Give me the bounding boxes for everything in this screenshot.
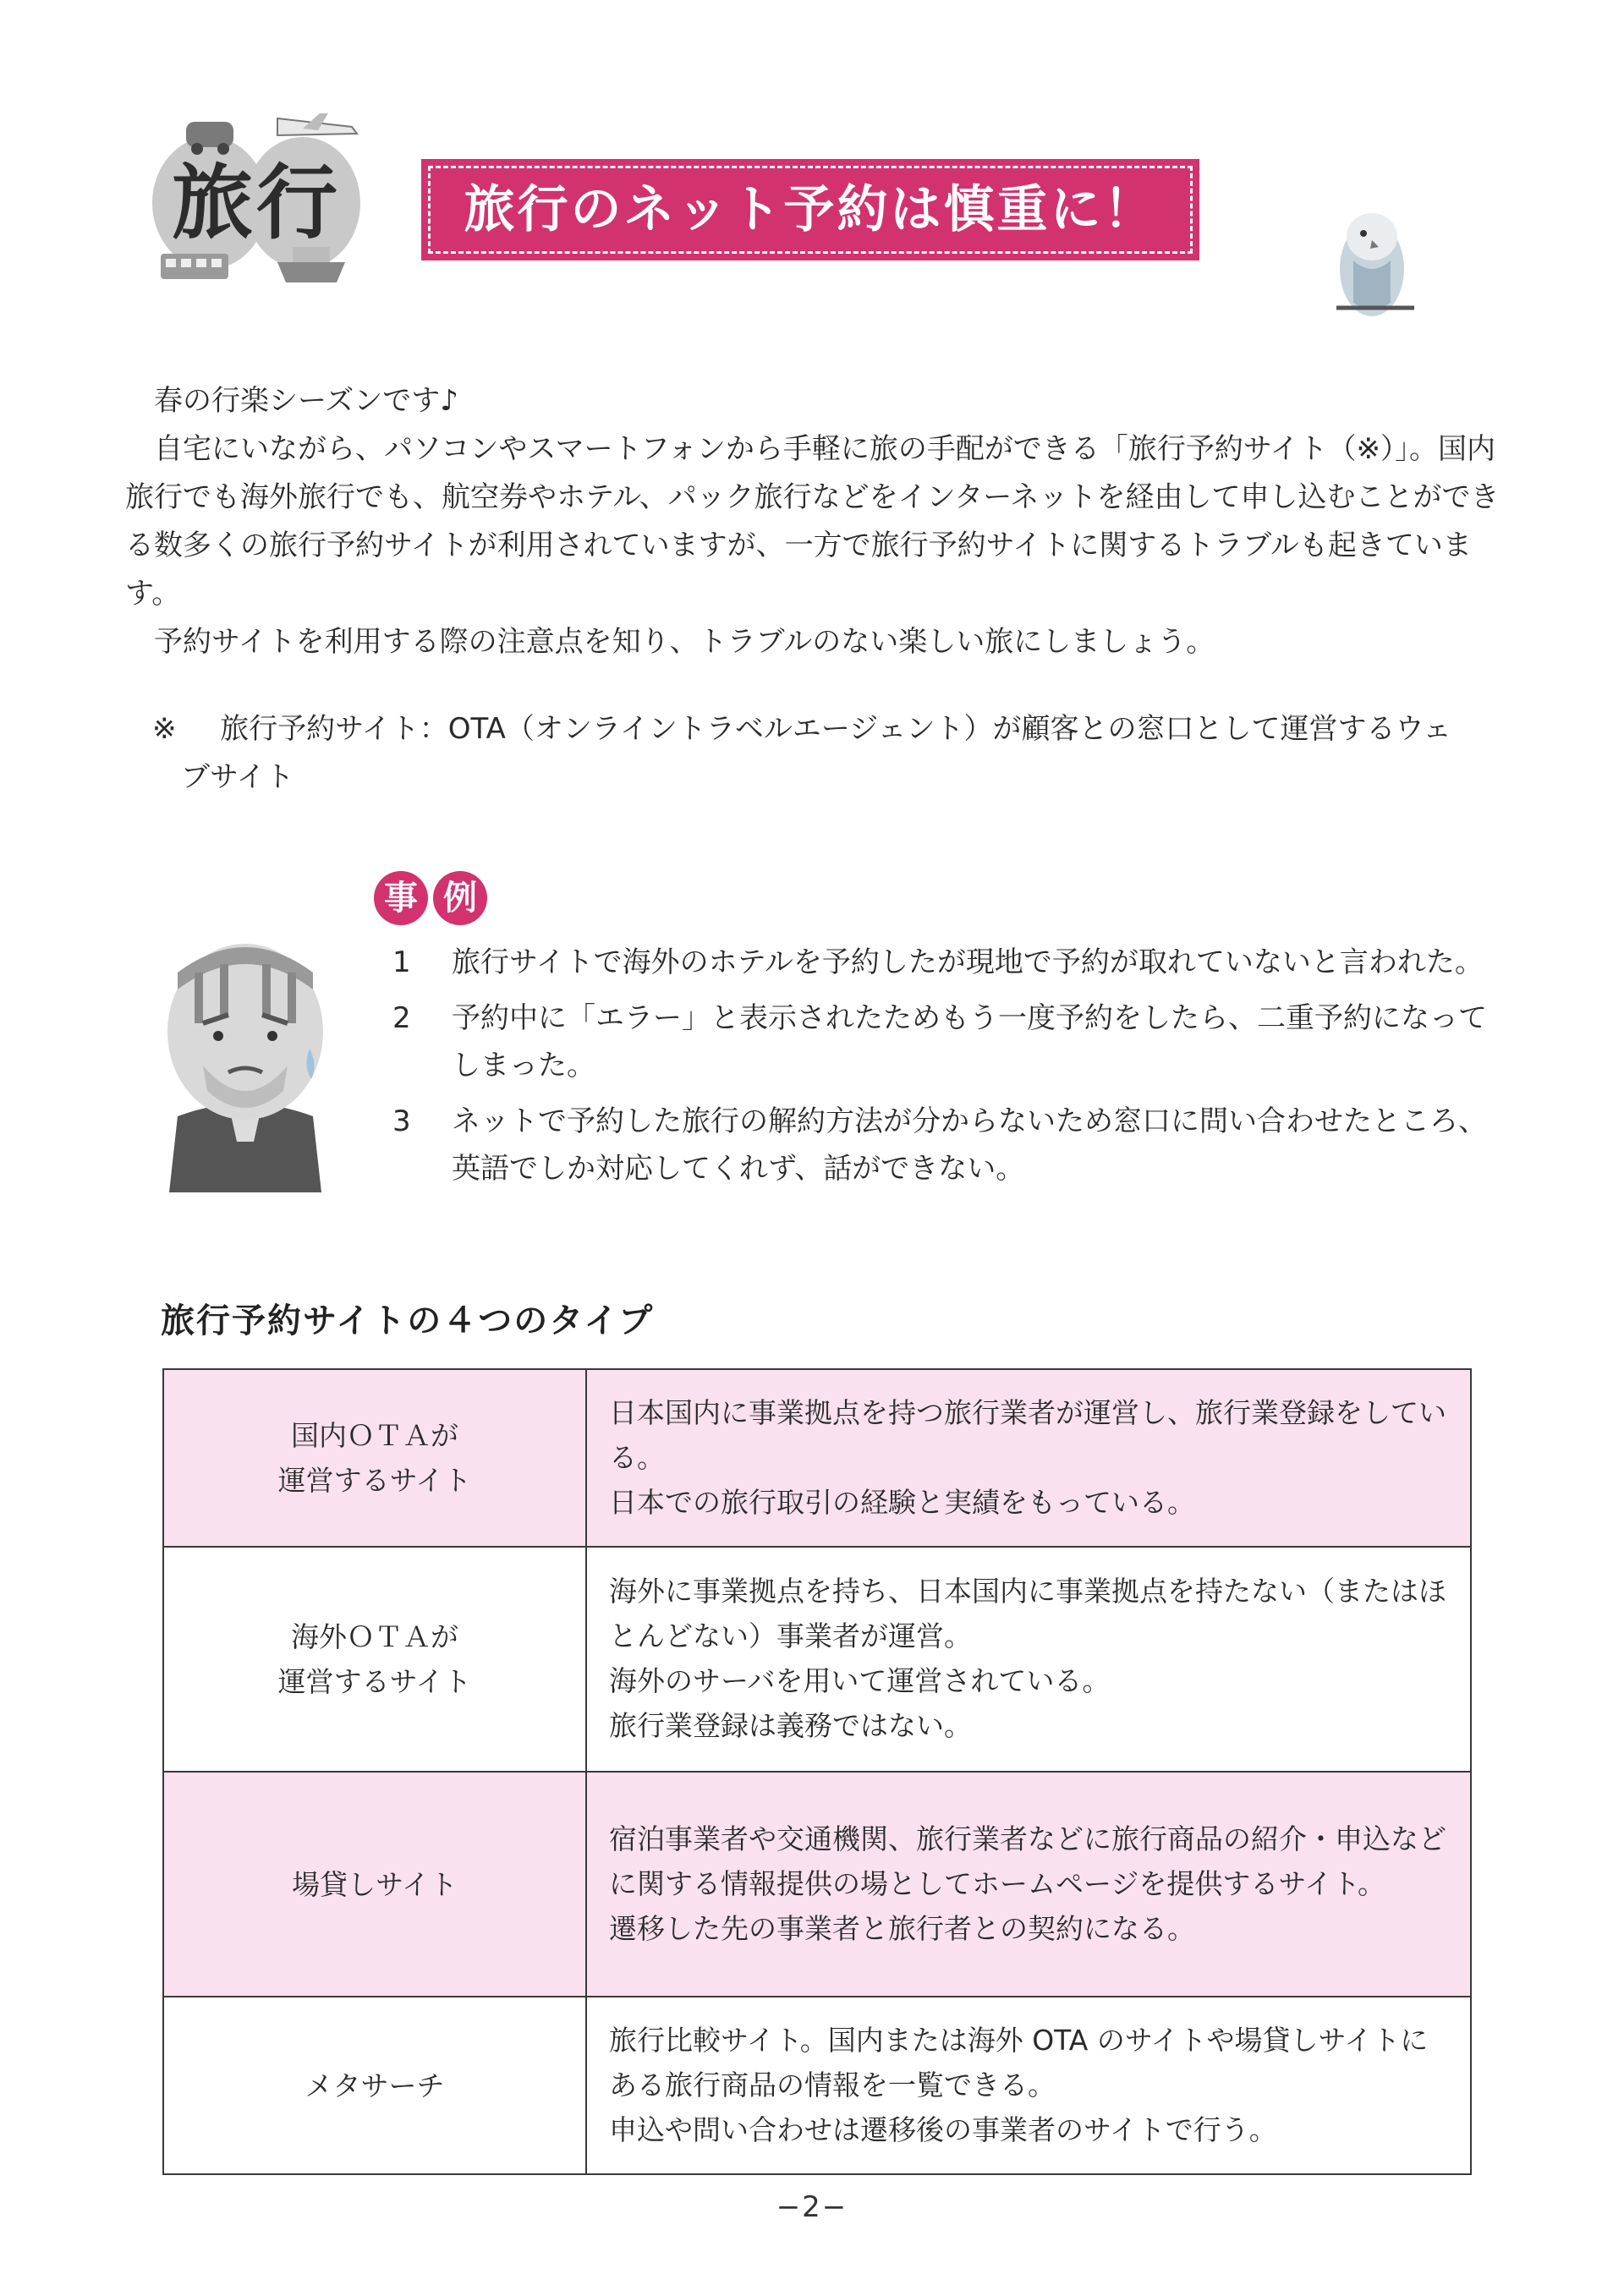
list-item [392, 939, 1509, 986]
type-name: メタサーチ [304, 2069, 445, 2102]
intro-text [125, 377, 1512, 666]
type-name: 海外ＯＴＡが [291, 1620, 458, 1653]
type-name-cell [163, 1369, 586, 1547]
intro-paragraph: 予約サイトを利用する際の注意点を知り、トラブルのない楽しい旅にしましょう。 [154, 625, 1215, 659]
type-desc: 旅行比較サイト。国内または海外 OTA のサイトや場貸しサイトにある旅行商品の情報を一覧できる。 [609, 2023, 1429, 2101]
type-desc: 申込や問い合わせは遷移後の事業者のサイトで行う。 [609, 2112, 1277, 2146]
list-item [392, 1098, 1509, 1192]
case-number: 1 [392, 945, 411, 979]
type-name: 運営するサイト [277, 1464, 472, 1497]
type-desc: 旅行業登録は義務ではない。 [609, 1709, 972, 1742]
table-row [163, 1772, 1471, 1997]
title-banner [421, 159, 1199, 260]
category-badge [151, 101, 362, 304]
type-desc: 海外に事業拠点を持ち、日本国内に事業拠点を持たない（またはほとんどない）事業者が運営。 [609, 1575, 1446, 1652]
type-desc: 日本国内に事業拠点を持つ旅行業者が運営し、旅行業登録をしている。 [609, 1395, 1446, 1474]
table-row [163, 1997, 1471, 2174]
page-title: 旅行のネット予約は慎重に！ [428, 166, 1193, 254]
case-list [392, 939, 1509, 1201]
case-number: 3 [392, 1104, 411, 1138]
type-desc: 宿泊事業者や交通機関、旅行業者などに旅行商品の紹介・申込などに関する情報提供の場としてホームページを提供するサイト。 [609, 1822, 1446, 1900]
type-desc-cell [586, 1772, 1471, 1997]
type-name-cell [163, 1997, 586, 2174]
note-mark: ※ [152, 712, 177, 746]
note-line: ブサイト [181, 760, 294, 794]
case-badge-char: 例 [433, 871, 487, 925]
type-desc: 遷移した先の事業者と旅行者との契約になる。 [609, 1911, 1195, 1945]
case-text: 旅行サイトで海外のホテルを予約したが現地で予約が取れていないと言われた。 [452, 945, 1484, 979]
type-name: 運営するサイト [277, 1665, 472, 1698]
parakeet-icon [1320, 201, 1429, 328]
type-name: 場貸しサイト [292, 1867, 458, 1901]
section-heading: 旅行予約サイトの４つのタイプ [161, 1301, 655, 1340]
type-desc-cell [586, 1369, 1471, 1547]
type-name-cell [163, 1547, 586, 1772]
type-name: 国内ＯＴＡが [291, 1419, 458, 1452]
table-row [163, 1369, 1471, 1547]
table-row [163, 1547, 1471, 1772]
list-item [392, 995, 1509, 1089]
page-number: −2− [776, 2190, 848, 2224]
intro-paragraph: 自宅にいながら、パソコンやスマートフォンから手軽に旅の手配ができる「旅行予約サイト（※）」。国内旅行でも海外旅行でも、航空券やホテル、パック旅行などをインターネットを経由して申し込むことができる数多くの旅行予約サイトが利用されていますが、一方で旅行予約サイトに関するトラブルも起きています。 [125, 432, 1500, 611]
type-name-cell [163, 1772, 586, 1997]
elderly-man-icon [144, 922, 347, 1192]
type-desc: 日本での旅行取引の経験と実績をもっている。 [609, 1485, 1195, 1519]
category-label: 旅行 [172, 156, 341, 250]
case-badge-char: 事 [374, 871, 428, 925]
case-text: ネットで予約した旅行の解約方法が分からないため窓口に問い合わせたところ、英語でしか対応してくれず、話ができない。 [452, 1104, 1487, 1186]
case-number: 2 [392, 1001, 411, 1035]
type-desc-cell [586, 1547, 1471, 1772]
case-text: 予約中に「エラー」と表示されたためもう一度予約をしたら、二重予約になってしまった。 [452, 1001, 1487, 1082]
site-types-table [162, 1368, 1472, 2175]
footnote [152, 705, 1506, 802]
type-desc-cell [586, 1997, 1471, 2174]
type-desc: 海外のサーバを用いて運営されている。 [609, 1664, 1111, 1697]
case-badge [374, 871, 487, 925]
note-line: 旅行予約サイト：OTA（オンライントラベルエージェント）が顧客との窓口として運営するウェ [220, 712, 1452, 746]
intro-paragraph: 春の行楽シーズンです♪ [154, 384, 458, 418]
